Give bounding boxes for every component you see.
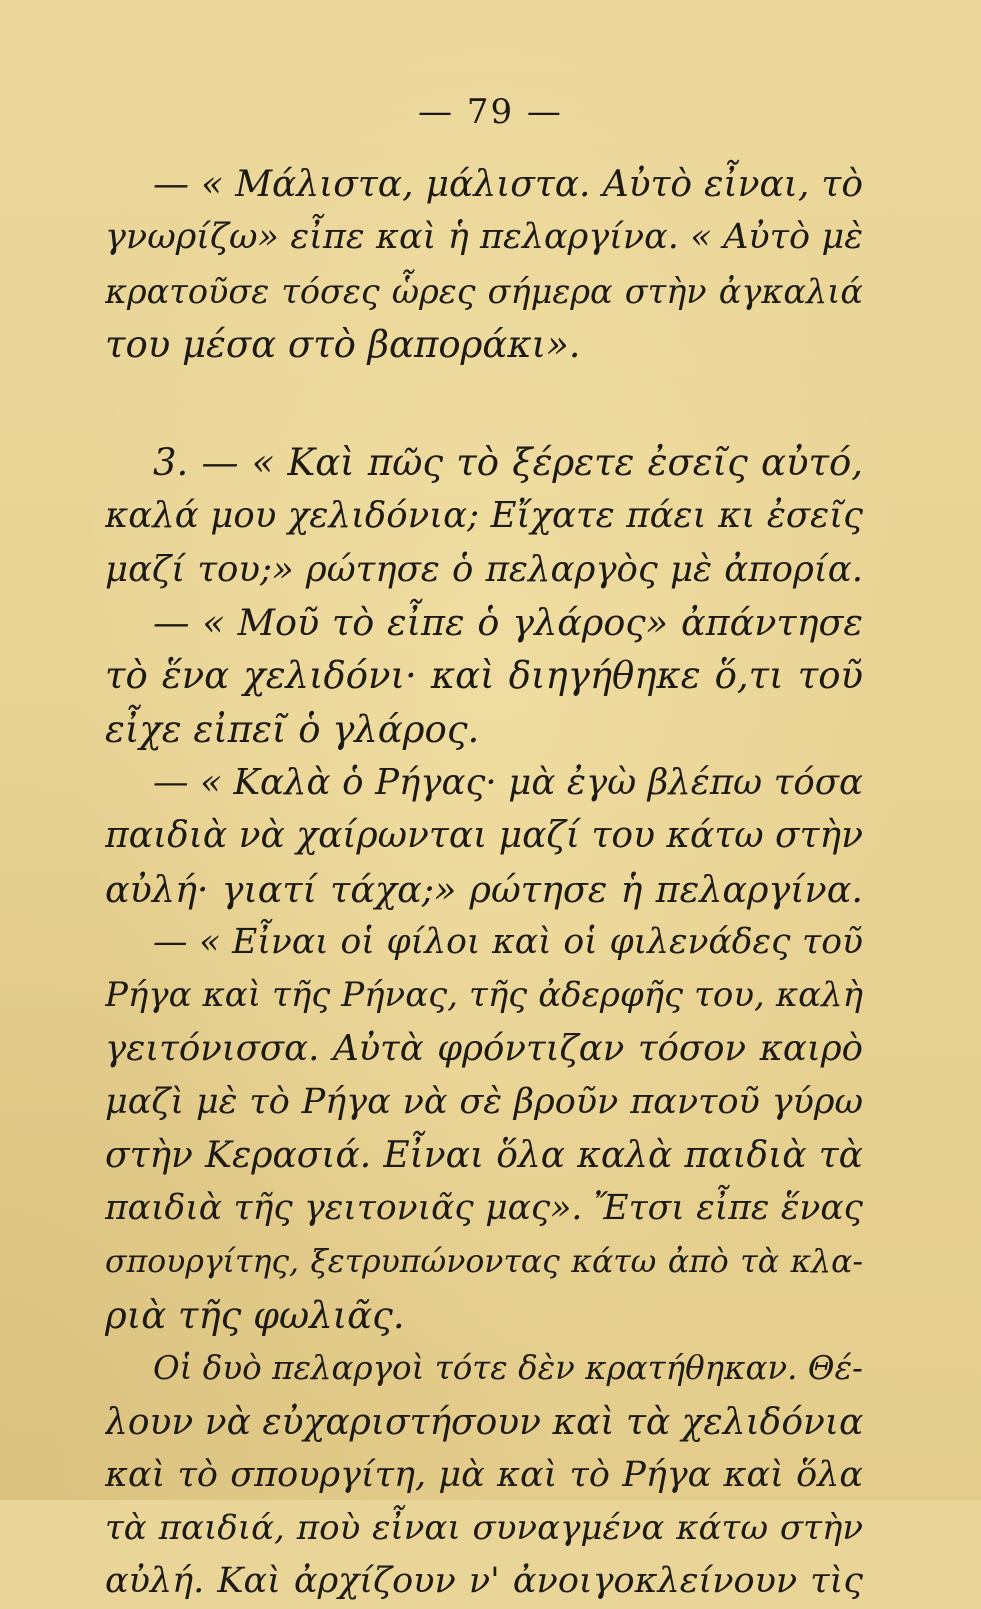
text-line: κρατοῦσε τόσες ὧρες σήμερα στὴν ἀγκαλιά [105,271,863,311]
text-line: σπουργίτης, ξετρυπώνοντας κάτω ἀπὸ τὰ κλα- [105,1243,863,1280]
text-line: παιδιὰ τῆς γειτονιᾶς μας». Ἔτσι εἶπε ἕνας [105,1188,863,1229]
text-line: στὴν Κερασιά. Εἶναι ὅλα καλὰ παιδιὰ τὰ [105,1135,863,1177]
text-line: του μέσα στὸ βαποράκι». [105,322,581,366]
text-line: γειτόνισσα. Αὐτὰ φρόντιζαν τόσον καιρὸ [105,1028,863,1070]
text-line: Οἱ δυὸ πελαργοὶ τότε δὲν κρατήθηκαν. Θέ- [153,1349,863,1388]
text-line: αὐλή· γιατί τάχα;» ρώτησε ἡ πελαργίνα. [105,867,863,911]
text-line: καλά μου χελιδόνια; Εἴχατε πάει κι ἐσεῖς [105,495,863,537]
body-text [105,158,863,1609]
text-line: — « Μοῦ τὸ εἶπε ὁ γλάρος» ἀπάντησε [153,601,863,645]
text-line: καὶ τὸ σπουργίτη, μὰ καὶ τὸ Ρήγα καὶ ὅλα [105,1454,863,1495]
text-line: Ρήγα καὶ τῆς Ρήνας, τῆς ἀδερφῆς του, καλὴ [105,975,863,1016]
page-number: — 79 — [418,92,563,132]
text-line: 3. — « Καὶ πῶς τὸ ξέρετε ἐσεῖς αὐτό, [153,441,863,485]
text-line: τὰ παιδιά, ποὺ εἶναι συναγμένα κάτω στὴν [105,1508,863,1549]
text-line: λουν νὰ εὐχαριστήσουν καὶ τὰ χελιδόνια [105,1401,863,1443]
text-line: — « Καλὰ ὁ Ρήγας· μὰ ἐγὼ βλέπω τόσα [153,761,863,803]
text-line: γνωρίζω» εἶπε καὶ ἡ πελαργίνα. « Αὐτὸ μὲ [105,217,863,258]
text-line: — « Μάλιστα, μάλιστα. Αὐτὸ εἶναι, τὸ [153,164,863,205]
paragraph-gap [105,371,863,436]
text-line: εἶχε εἰπεῖ ὁ γλάρος. [105,707,480,751]
text-line: — « Εἶναι οἱ φίλοι καὶ οἱ φιλενάδες τοῦ [153,921,863,962]
text-line: μαζὶ μὲ τὸ Ρήγα νὰ σὲ βροῦν παντοῦ γύρω [105,1081,863,1122]
text-line: παιδιὰ νὰ χαίρωνται μαζί του κάτω στὴν [105,815,863,857]
text-line: αὐλή. Καὶ ἀρχίζουν ν' ἀνοιγοκλείνουν τὶς [105,1561,863,1602]
text-line: τὸ ἕνα χελιδόνι· καὶ διηγήθηκε ὅ,τι τοῦ [105,654,863,698]
text-line: ριὰ τῆς φωλιᾶς. [105,1293,405,1337]
text-line: μαζί του;» ρώτησε ὁ πελαργὸς μὲ ἀπορία. [105,548,863,590]
